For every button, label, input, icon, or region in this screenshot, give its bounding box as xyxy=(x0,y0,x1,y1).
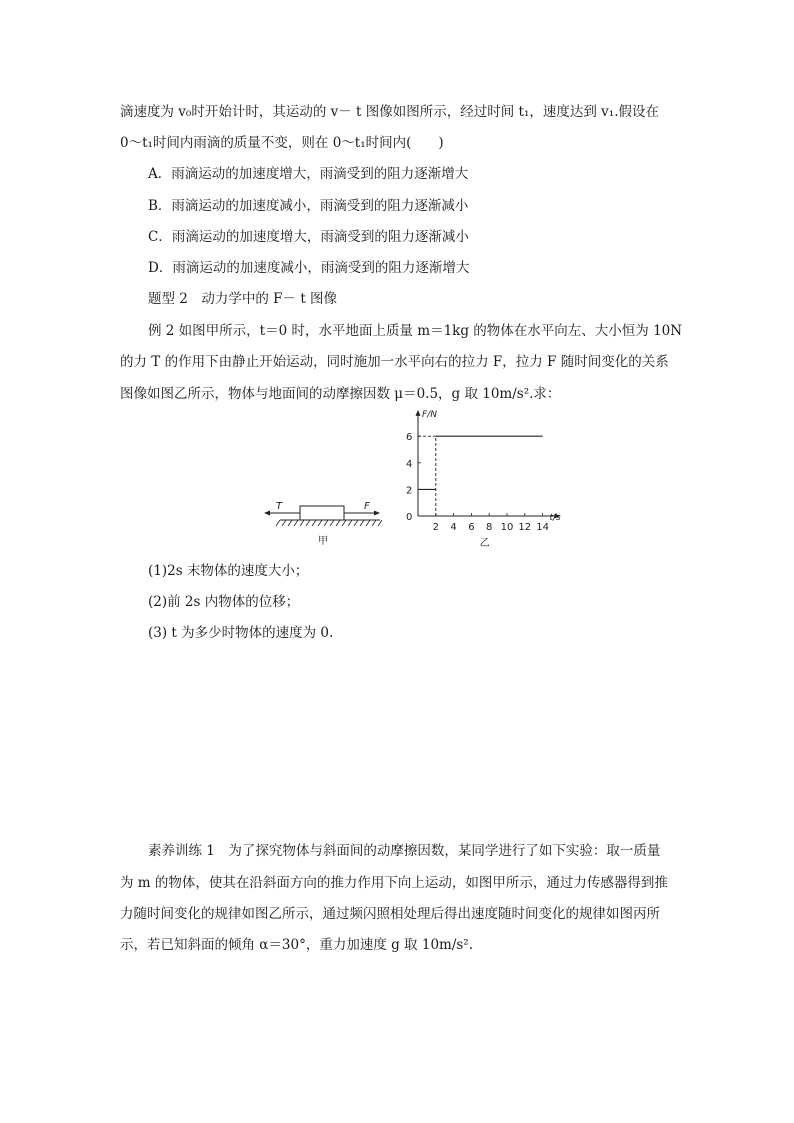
question-line: 0～t₁时间内雨滴的质量不变，则在 0～t₁时间内( ) xyxy=(120,135,444,151)
arrow-t-head xyxy=(264,511,270,516)
x-tick-label: 4 xyxy=(450,522,457,533)
label-f: F xyxy=(364,501,370,512)
question-3: (3) t 为多少时物体的速度为 0. xyxy=(148,625,334,641)
option-d: D．雨滴运动的加速度减小，雨滴受到的阻力逐渐增大 xyxy=(148,260,470,276)
x-axis-label: t/s xyxy=(549,513,561,523)
training-line: 为 m 的物体，使其在沿斜面方向的推力作用下向上运动，如图甲所示，通过力传感器得到推 xyxy=(120,875,668,891)
x-tick-label: 2 xyxy=(432,522,439,533)
figure-yi-caption: 乙 xyxy=(479,538,490,548)
example-line: 图像如图乙所示，物体与地面间的动摩擦因数 μ＝0.5，g 取 10m/s².求： xyxy=(120,386,561,402)
x-tick-label: 10 xyxy=(500,522,514,533)
y-tick-label: 4 xyxy=(406,458,413,470)
label-t: T xyxy=(276,501,283,512)
training-line: 力随时间变化的规律如图乙所示，通过频闪照相处理后得出速度随时间变化的规律如图丙所 xyxy=(120,906,660,922)
option-b: B．雨滴运动的加速度减小，雨滴受到的阻力逐渐减小 xyxy=(148,198,469,214)
ground-hatch xyxy=(276,520,382,526)
example-line: 例 2 如图甲所示，t＝0 时，水平地面上质量 m＝1kg 的物体在水平向左、大小恒为 10N xyxy=(148,323,683,339)
question-1: (1)2s 末物体的速度大小； xyxy=(148,563,309,579)
y-axis-label: F/N xyxy=(422,409,437,420)
x-tick-label: 6 xyxy=(468,522,475,533)
figure-jia xyxy=(260,500,413,550)
section-title: 题型 2 动力学中的 F－ t 图像 xyxy=(148,291,338,307)
x-tick-label: 8 xyxy=(486,522,493,533)
option-c: C．雨滴运动的加速度增大，雨滴受到的阻力逐渐减小 xyxy=(148,229,469,245)
figure-jia-caption: 甲 xyxy=(318,536,328,547)
figure-yi-chart xyxy=(398,388,578,548)
training-line: 示，若已知斜面的倾角 α＝30°，重力加速度 g 取 10m/s². xyxy=(120,937,474,953)
option-a: A．雨滴运动的加速度增大，雨滴受到的阻力逐渐增大 xyxy=(148,166,469,182)
y-tick-label: 6 xyxy=(406,432,413,444)
question-2: (2)前 2s 内物体的位移； xyxy=(148,594,300,610)
origin-label: 0 xyxy=(406,512,413,523)
y-tick-label: 2 xyxy=(406,485,413,497)
x-tick-label: 12 xyxy=(518,522,532,533)
training-line: 素养训练 1 为了探究物体与斜面间的动摩擦因数，某同学进行了如下实验：取一质量 xyxy=(148,843,661,859)
y-axis-arrow xyxy=(416,410,421,416)
arrow-f-head xyxy=(374,511,380,516)
question-line: 滴速度为 v₀时开始计时，其运动的 v－ t 图像如图所示，经过时间 t₁，速度达到 v₁.假设在 xyxy=(120,104,660,120)
x-tick-label: 14 xyxy=(536,522,549,533)
example-line: 的力 T 的作用下由静止开始运动，同时施加一水平向右的拉力 F，拉力 F 随时间变化的关系 xyxy=(120,354,669,370)
block xyxy=(300,506,344,520)
